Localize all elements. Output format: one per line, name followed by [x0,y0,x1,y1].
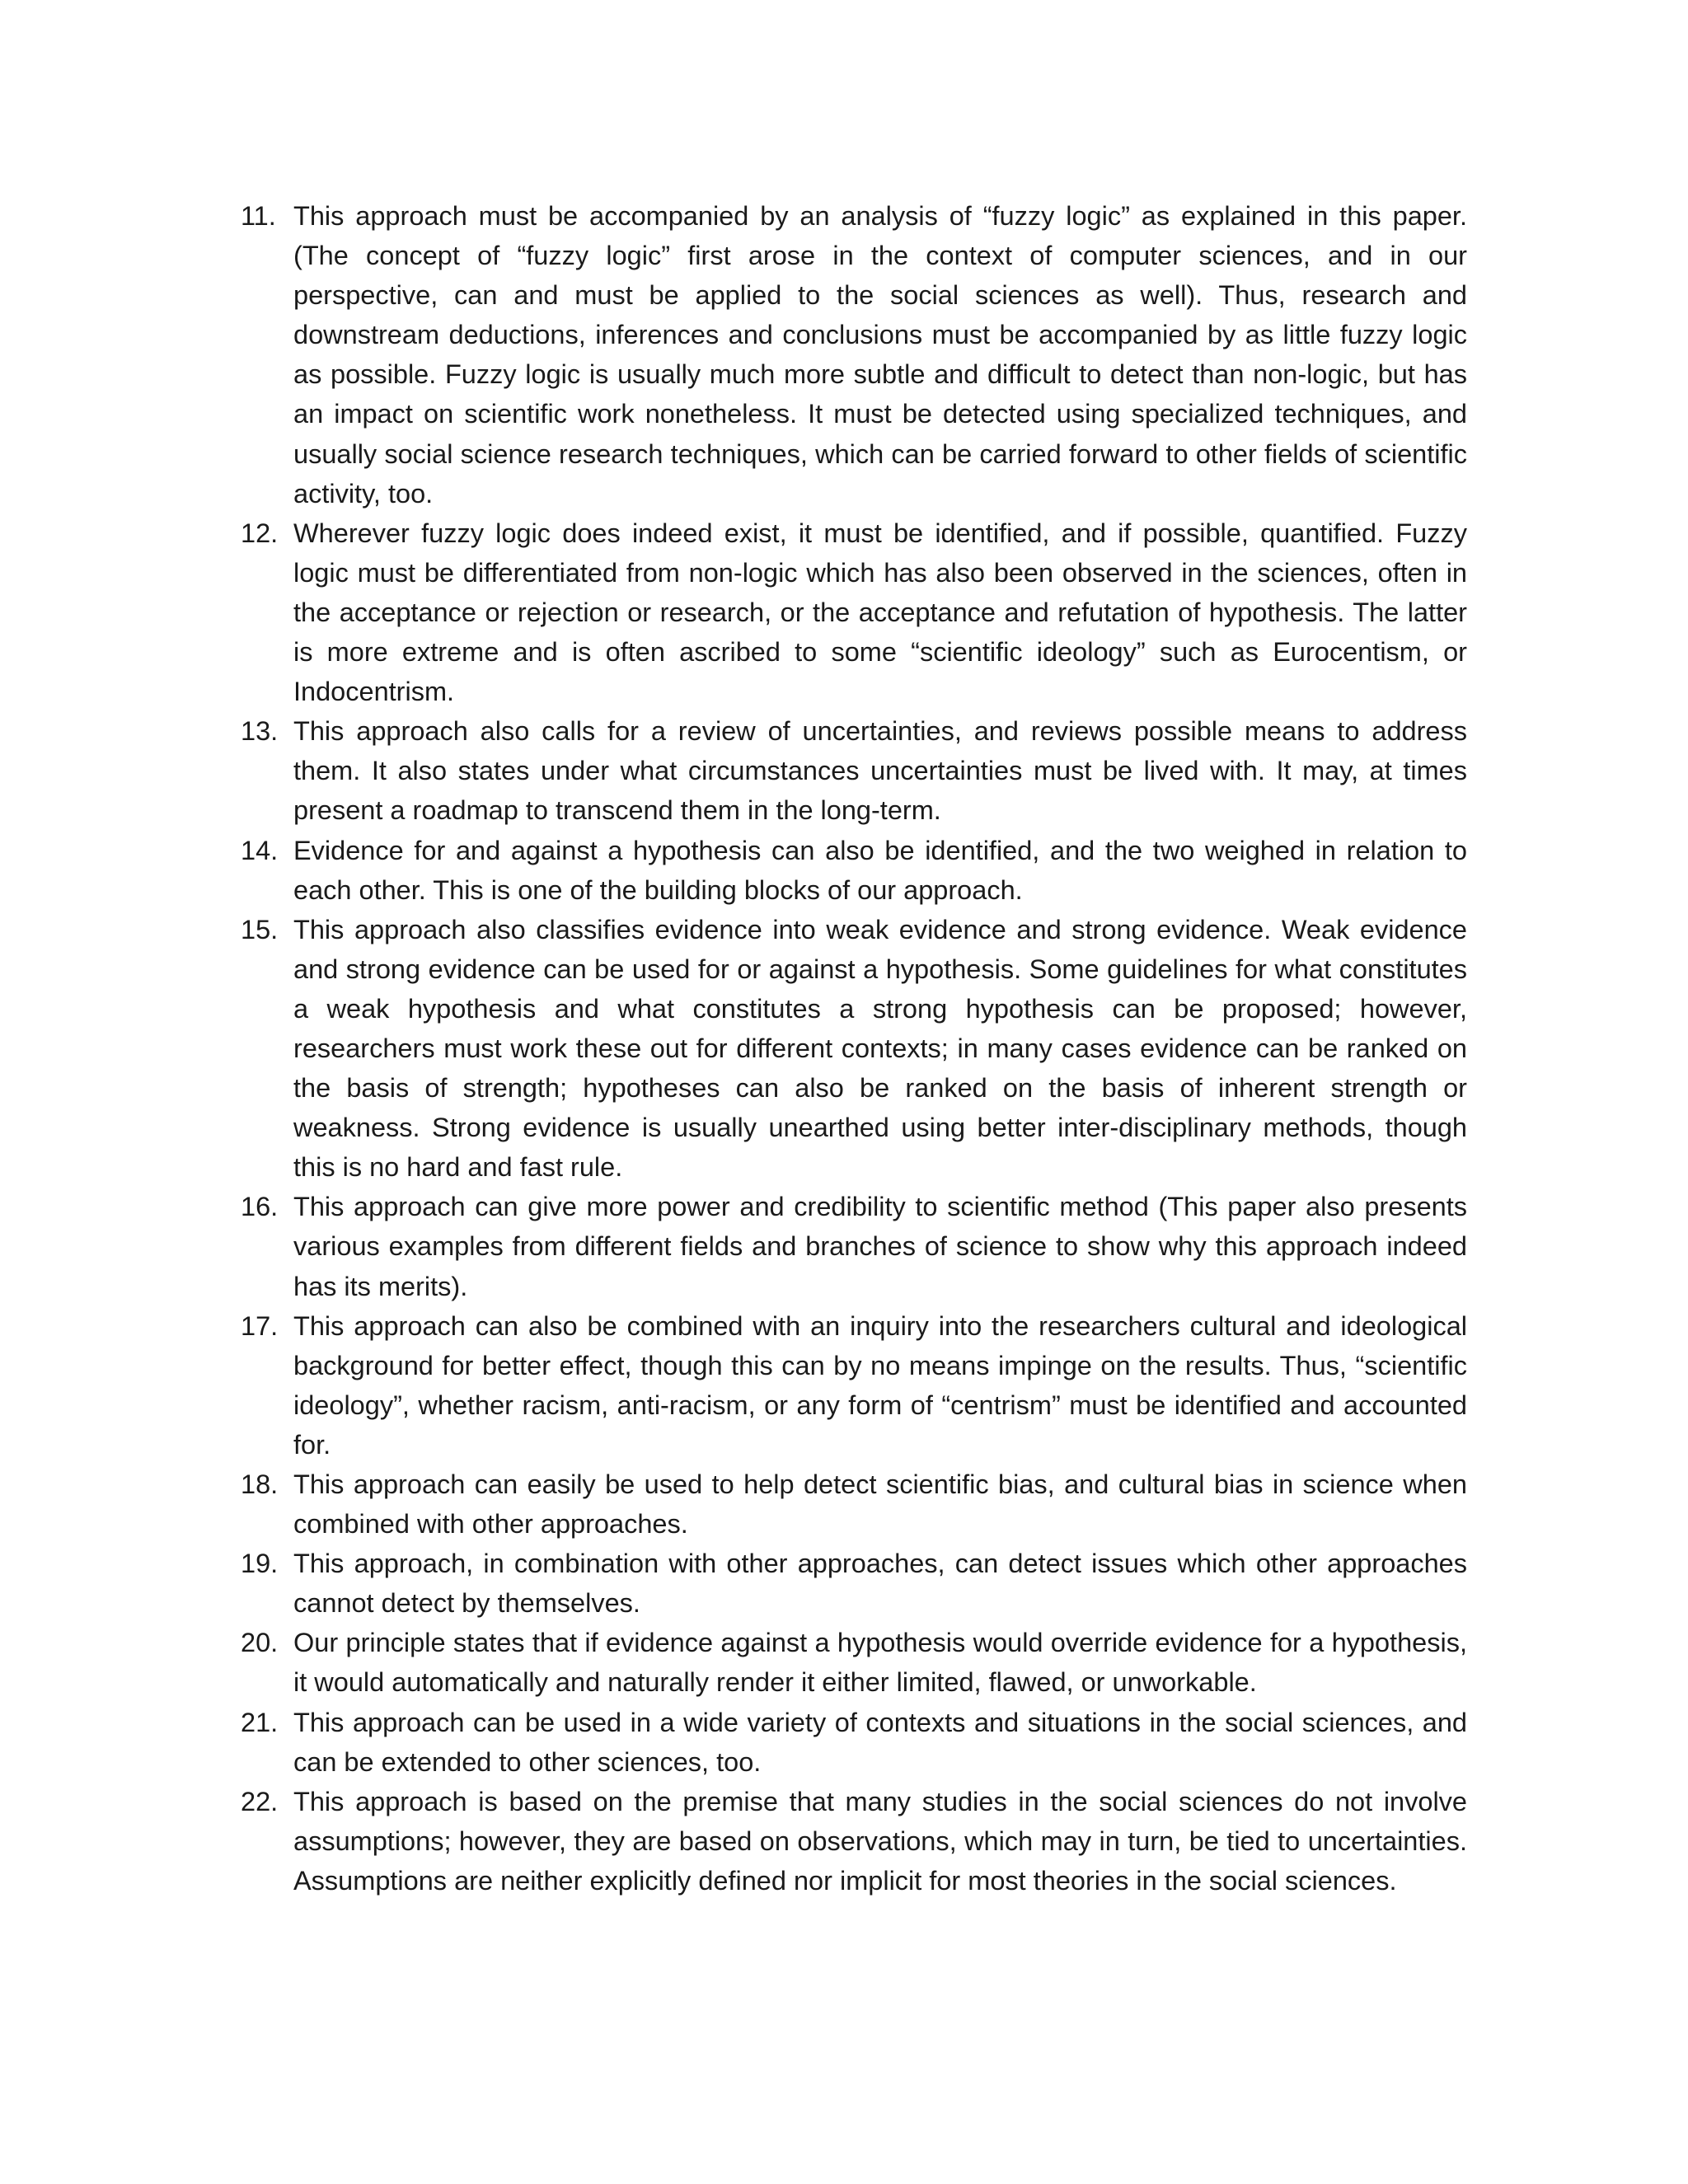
list-item [241,1544,1467,1623]
list-item-text: This approach, in combination with other approaches, can detect issues which other approaches cannot detect by themselves. [293,1549,1467,1619]
list-item-number: 20. [241,1628,279,1658]
list-item-number: 19. [241,1549,279,1579]
list-item-number: 17. [241,1310,279,1341]
list-item [241,1623,1467,1702]
list-item-number: 16. [241,1192,279,1222]
list-item [241,711,1467,830]
list-item [241,910,1467,1188]
list-item-text: This approach can also be combined with an inquiry into the researchers cultural and ideological background for better effect, though this can by no means impinge on the results. Thus, “scientific ideology”, whether racism, anti-racism, or any form of “centrism” must be identified and accounted for. [293,1310,1467,1460]
list-item-text: Our principle states that if evidence against a hypothesis would override evidence for a hypothesis, it would automatically and naturally render it either limited, flawed, or unworkable. [293,1628,1467,1698]
list-item [241,1703,1467,1782]
list-item-text: This approach also calls for a review of uncertainties, and reviews possible means to address them. It also states under what circumstances uncertainties must be lived with. It may, at times present a roadmap to transcend them in the long-term. [293,716,1467,826]
list-item-text: This approach can easily be used to help detect scientific bias, and cultural bias in science when combined with other approaches. [293,1469,1467,1540]
list-item-text: This approach can give more power and credibility to scientific method (This paper also presents various examples from different fields and branches of science to show why this approach indeed has its merits). [293,1192,1467,1301]
list-item-number: 13. [241,716,279,747]
list-item-number: 21. [241,1707,279,1737]
list-item-text: This approach must be accompanied by an analysis of “fuzzy logic” as explained in this paper. (The concept of “fuzzy logic” first arose in the context of computer sciences, and in our perspective, can and must be applied to the social sciences as well). Thus, research and downstream deductions, inferences and conclusions must be accompanied by as little fuzzy logic as possible. Fuzzy logic is usually much more subtle and difficult to detect than non-logic, but has an impact on scientific work nonetheless. It must be detected using specialized techniques, and usually social science research techniques, which can be carried forward to other fields of scientific activity, too. [293,201,1467,509]
list-item-text: This approach can be used in a wide variety of contexts and situations in the social sciences, and can be extended to other sciences, too. [293,1707,1467,1777]
list-item [241,1782,1467,1900]
list-item-number: 12. [241,518,279,548]
list-item [241,196,1467,513]
page-content [241,196,1467,1900]
list-item-text: Wherever fuzzy logic does indeed exist, it must be identified, and if possible, quantified. Fuzzy logic must be differentiated from non-logic which has also been observed in the sciences, often in the acceptance or rejection or research, or the acceptance and refutation of hypothesis. The latter is more extreme and is often ascribed to some “scientific ideology” such as Eurocentism, or Indocentrism. [293,518,1467,707]
list-item [241,513,1467,711]
list-item-number: 15. [241,914,279,944]
list-item-number: 11. [241,201,276,231]
list-item-text: Evidence for and against a hypothesis can also be identified, and the two weighed in relation to each other. This is one of the building blocks of our approach. [293,835,1467,905]
list-item-text: This approach also classifies evidence into weak evidence and strong evidence. Weak evidence and strong evidence can be used for or against a hypothesis. Some guidelines for what constitutes a weak hypothesis and what constitutes a strong hypothesis can be proposed; however, researchers must work these out for different contexts; in many cases evidence can be ranked on the basis of strength; hypotheses can also be ranked on the basis of inherent strength or weakness. Strong evidence is usually unearthed using better inter-disciplinary methods, though this is no hard and fast rule. [293,914,1467,1183]
list-item-text: This approach is based on the premise that many studies in the social sciences do not involve assumptions; however, they are based on observations, which may in turn, be tied to uncertainties. Assumptions are neither explicitly defined nor implicit for most theories in the social sciences. [293,1786,1467,1896]
numbered-list [241,196,1467,1900]
list-item [241,1306,1467,1465]
list-item [241,1187,1467,1305]
list-item [241,831,1467,910]
list-item-number: 14. [241,835,279,865]
list-item [241,1465,1467,1544]
list-item-number: 22. [241,1786,279,1816]
list-item-number: 18. [241,1469,279,1499]
